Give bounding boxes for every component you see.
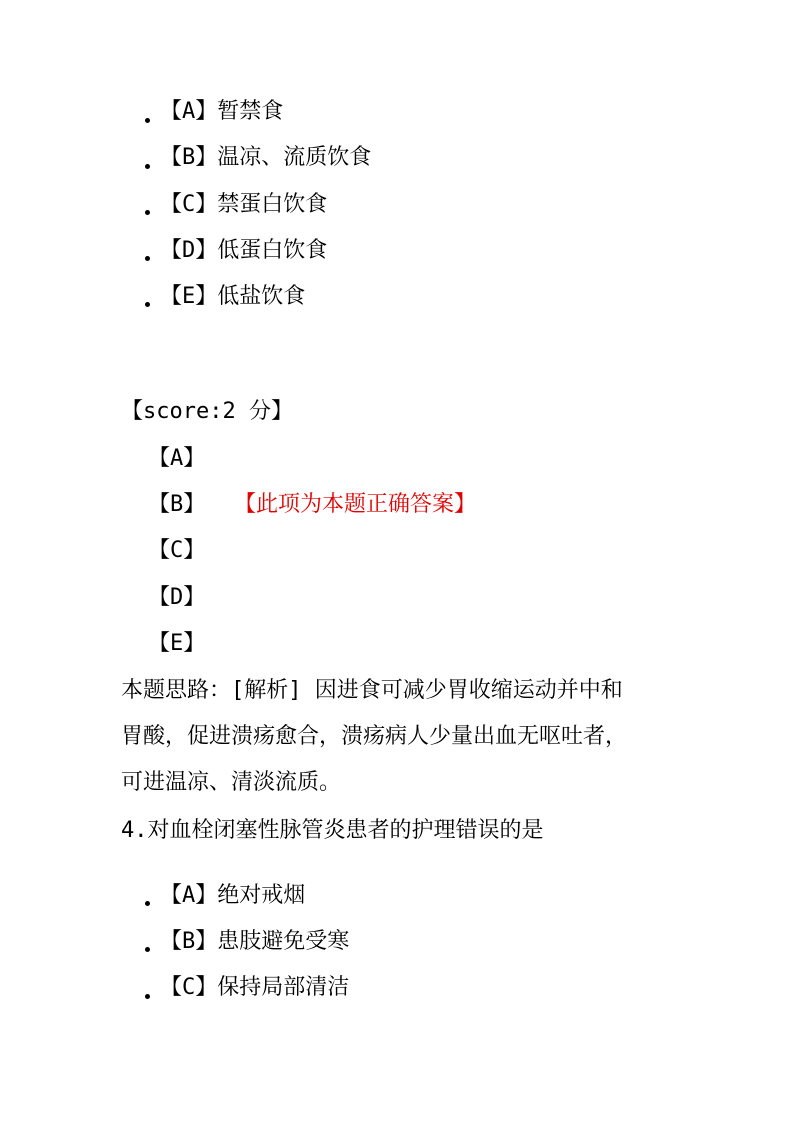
answer-row-d: 【D】: [148, 585, 206, 610]
answer-row-a: 【A】: [148, 446, 206, 471]
bullet-icon: [145, 901, 150, 906]
bullet-icon: [145, 118, 150, 123]
score-label: 【score:2 分】: [121, 399, 293, 424]
answer-row-c: 【C】: [148, 538, 206, 563]
q3-option-d: 【D】低蛋白饮食: [160, 238, 328, 263]
answer-row-e: 【E】: [148, 631, 206, 656]
q3-option-e: 【E】低盐饮食: [160, 284, 306, 309]
bullet-icon: [145, 302, 150, 307]
correct-answer-note: 【此项为本题正确答案】: [234, 492, 477, 517]
bullet-icon: [145, 210, 150, 215]
bullet-icon: [145, 947, 150, 952]
q4-option-c: 【C】保持局部清洁: [160, 975, 350, 1000]
bullet-icon: [145, 994, 150, 999]
bullet-icon: [145, 256, 150, 261]
q4-title: 4.对血栓闭塞性脉管炎患者的护理错误的是: [121, 818, 544, 843]
answer-row-b: 【B】: [148, 492, 206, 517]
bullet-icon: [145, 164, 150, 169]
analysis-line-2: 胃酸，促进溃疡愈合，溃疡病人少量出血无呕吐者，: [121, 724, 628, 749]
q3-option-c: 【C】禁蛋白饮食: [160, 192, 328, 217]
q4-option-a: 【A】绝对戒烟: [160, 883, 306, 908]
q3-option-a: 【A】暂禁食: [160, 99, 284, 124]
analysis-line-3: 可进温凉、清淡流质。: [121, 770, 342, 795]
q4-option-b: 【B】患肢避免受寒: [160, 929, 350, 954]
analysis-line-1: 本题思路：[解析] 因进食可减少胃收缩运动并中和: [121, 678, 623, 703]
q3-option-b: 【B】温凉、流质饮食: [160, 145, 372, 170]
